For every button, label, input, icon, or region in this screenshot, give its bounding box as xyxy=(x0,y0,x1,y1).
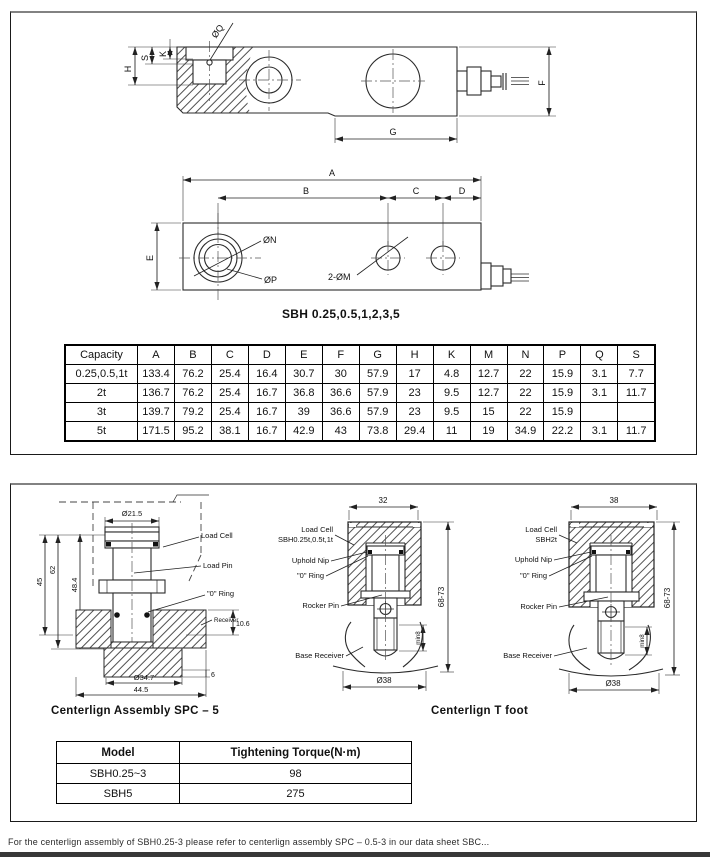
table-cell: 22 xyxy=(507,365,544,384)
dim-label-38: 38 xyxy=(609,496,619,505)
table-cell: 76.2 xyxy=(174,384,211,403)
plan-view xyxy=(145,168,529,300)
table-cell xyxy=(618,403,655,422)
table-cell: 0.25,0.5,1t xyxy=(65,365,138,384)
table-cell: 3.1 xyxy=(581,384,618,403)
dim-label-68-73: 68-73 xyxy=(663,587,672,609)
table-cell xyxy=(581,403,618,422)
spc-assembly-caption: Centerlign Assembly SPC – 5 xyxy=(51,705,220,717)
table-cell: 19 xyxy=(470,422,507,442)
table-cell: 3t xyxy=(65,403,138,422)
table-cell: SBH5 xyxy=(57,784,180,804)
dim-label-34-7: Ø34.7 xyxy=(133,673,155,682)
table-cell: 16.7 xyxy=(248,384,285,403)
header-row xyxy=(65,345,655,365)
table-cell: 36.6 xyxy=(322,403,359,422)
table-cell: 38.1 xyxy=(211,422,248,442)
column-header: B xyxy=(174,345,211,365)
drawing-caption: SBH 0.25,0.5,1,2,3,5 xyxy=(281,307,401,321)
label-load-cell: Load Cell xyxy=(525,525,557,534)
dim-label-n: ØN xyxy=(263,235,277,245)
table-cell: 2t xyxy=(65,384,138,403)
table-row xyxy=(65,384,655,403)
dim-label-6: 6 xyxy=(211,672,215,679)
label-load-pin: Load Pin xyxy=(203,561,233,570)
label-rocker-pin: Rocker Pin xyxy=(520,602,557,611)
column-header: Capacity xyxy=(65,345,138,365)
dimension-drawing-panel xyxy=(10,11,697,455)
table-cell: 22.2 xyxy=(544,422,581,442)
table-cell: 3.1 xyxy=(581,365,618,384)
label-load-cell: Load Cell xyxy=(201,531,233,540)
header-row xyxy=(57,742,412,764)
table-cell: 7.7 xyxy=(618,365,655,384)
table-cell: 12.7 xyxy=(470,384,507,403)
torque-table xyxy=(56,741,412,804)
column-header: P xyxy=(544,345,581,365)
dim-label-b: B xyxy=(302,186,310,196)
column-header: H xyxy=(396,345,433,365)
dim-label-e: E xyxy=(145,254,155,262)
table-cell: 25.4 xyxy=(211,403,248,422)
assembly-drawings xyxy=(11,485,696,703)
table-cell: 133.4 xyxy=(138,365,175,384)
column-header: S xyxy=(618,345,655,365)
table-cell: 29.4 xyxy=(396,422,433,442)
column-header: A xyxy=(138,345,175,365)
table-cell: 57.9 xyxy=(359,365,396,384)
table-cell: 30.7 xyxy=(285,365,322,384)
table-cell: 22 xyxy=(507,403,544,422)
column-header: K xyxy=(433,345,470,365)
side-view xyxy=(123,23,556,143)
table-cell: 16.7 xyxy=(248,422,285,442)
table-cell: 73.8 xyxy=(359,422,396,442)
t-foot-caption: Centerlign T foot xyxy=(431,705,529,717)
table-cell: SBH0.25~3 xyxy=(57,764,180,784)
table-cell: 11.7 xyxy=(618,384,655,403)
dim-label-g: G xyxy=(389,127,397,137)
cable-gland xyxy=(457,67,529,95)
column-header: Q xyxy=(581,345,618,365)
dim-label-c: C xyxy=(412,186,420,196)
t-foot-drawing xyxy=(503,496,680,694)
dim-label-min8: min8 xyxy=(415,631,422,645)
table-cell: 11 xyxy=(433,422,470,442)
table-row xyxy=(57,764,412,784)
table-cell: 25.4 xyxy=(211,384,248,403)
table-cell: 39 xyxy=(285,403,322,422)
table-cell: 95.2 xyxy=(174,422,211,442)
column-header: G xyxy=(359,345,396,365)
table-row xyxy=(65,365,655,384)
label-base-receiver: Base Receiver xyxy=(503,651,552,660)
table-cell: 15.9 xyxy=(544,384,581,403)
table-cell: 275 xyxy=(180,784,412,804)
table-cell: 98 xyxy=(180,764,412,784)
table-cell: 34.9 xyxy=(507,422,544,442)
table-cell: 16.7 xyxy=(248,403,285,422)
table-cell: 9.5 xyxy=(433,384,470,403)
table-cell: 36.8 xyxy=(285,384,322,403)
dim-label-44-5: 44.5 xyxy=(133,685,149,694)
load-cell-dimension-drawings xyxy=(11,13,696,339)
dim-label-d21-5: Ø21.5 xyxy=(121,509,143,518)
dim-label-10-6: 10.6 xyxy=(236,621,250,628)
label-base-receiver: Base Receiver xyxy=(295,651,344,660)
table-cell: 42.9 xyxy=(285,422,322,442)
table-cell: 15 xyxy=(470,403,507,422)
label-o-ring: "0" Ring xyxy=(296,571,324,580)
column-header: Model xyxy=(57,742,180,764)
table-cell: 22 xyxy=(507,384,544,403)
table-cell: 139.7 xyxy=(138,403,175,422)
table-cell: 79.2 xyxy=(174,403,211,422)
label-uphold-nip: Uphold Nip xyxy=(291,556,329,565)
dim-label-s: S xyxy=(140,54,150,62)
label-o-ring: "0" Ring xyxy=(207,589,235,598)
column-header: C xyxy=(211,345,248,365)
table-row xyxy=(57,784,412,804)
label-load-cell-model: SBH0.25t,0.5t,1t xyxy=(277,535,333,544)
table-cell: 30 xyxy=(322,365,359,384)
table-cell: 11.7 xyxy=(618,422,655,442)
dim-label-32: 32 xyxy=(378,496,388,505)
dim-label-q: ØQ xyxy=(209,22,226,40)
dim-label-d: D xyxy=(458,186,466,196)
footer-note: For the centerlign assembly of SBH0.25-3 please refer to centerlign assembly SPC – 0.5-3 in our data sheet SBC... xyxy=(8,837,490,847)
table-cell: 23 xyxy=(396,384,433,403)
table-cell: 25.4 xyxy=(211,365,248,384)
column-header: E xyxy=(285,345,322,365)
table-cell: 12.7 xyxy=(470,365,507,384)
table-cell: 23 xyxy=(396,403,433,422)
dim-label-68-73: 68-73 xyxy=(437,586,446,608)
dim-label-p: ØP xyxy=(264,275,278,285)
dim-label-f: F xyxy=(537,80,547,86)
table-row xyxy=(65,422,655,442)
dim-label-62: 62 xyxy=(48,565,57,575)
table-cell: 5t xyxy=(65,422,138,442)
column-header: N xyxy=(507,345,544,365)
column-header: F xyxy=(322,345,359,365)
label-uphold-nip: Uphold Nip xyxy=(514,555,552,564)
table-cell: 76.2 xyxy=(174,365,211,384)
column-header: D xyxy=(248,345,285,365)
table-cell: 15.9 xyxy=(544,403,581,422)
dim-label-d38: Ø38 xyxy=(376,676,392,685)
label-o-ring: "0" Ring xyxy=(519,571,547,580)
dim-label-48-4: 48.4 xyxy=(70,577,79,593)
dim-label-min8: min8 xyxy=(639,634,646,648)
dim-label-45: 45 xyxy=(35,577,44,587)
table-cell: 136.7 xyxy=(138,384,175,403)
table-cell: 57.9 xyxy=(359,384,396,403)
spc-assembly-drawing xyxy=(35,495,250,697)
column-header: Tightening Torque(N·m) xyxy=(180,742,412,764)
dim-label-a: A xyxy=(328,168,336,178)
dim-label-d38: Ø38 xyxy=(605,679,621,688)
table-cell: 17 xyxy=(396,365,433,384)
table-cell: 15.9 xyxy=(544,365,581,384)
table-cell: 171.5 xyxy=(138,422,175,442)
dim-label-k: K xyxy=(158,50,168,58)
cable-gland xyxy=(481,263,529,289)
table-row xyxy=(65,403,655,422)
label-load-cell-model: SBH2t xyxy=(535,535,557,544)
dim-label-m: 2-ØM xyxy=(328,272,351,282)
table-cell: 9.5 xyxy=(433,403,470,422)
spc-foot-drawing xyxy=(278,496,454,691)
table-cell: 16.4 xyxy=(248,365,285,384)
dim-label-h: H xyxy=(123,65,133,73)
label-load-cell: Load Cell xyxy=(301,525,333,534)
column-header: M xyxy=(470,345,507,365)
table-cell: 57.9 xyxy=(359,403,396,422)
table-cell: 3.1 xyxy=(581,422,618,442)
table-cell: 43 xyxy=(322,422,359,442)
dimension-table xyxy=(64,344,656,442)
table-cell: 36.6 xyxy=(322,384,359,403)
table-cell: 4.8 xyxy=(433,365,470,384)
label-rocker-pin: Rocker Pin xyxy=(302,601,339,610)
bottom-bar xyxy=(0,852,710,857)
assembly-panel xyxy=(10,483,697,822)
label-receiver: Receiver xyxy=(214,617,239,624)
